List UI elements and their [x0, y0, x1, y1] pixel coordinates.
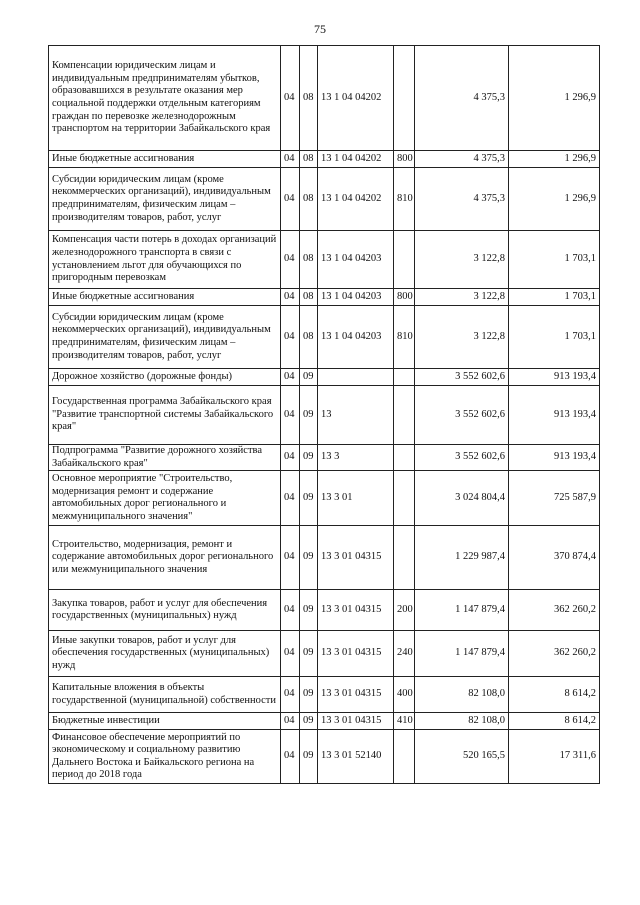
table-row: [49, 151, 600, 168]
amount-executed: 1 703,1: [509, 289, 600, 306]
table-row: [49, 168, 600, 231]
subsection-code: 09: [300, 677, 318, 713]
section-code: 04: [281, 231, 300, 289]
expense-type-code: 810: [394, 306, 415, 369]
table-row: [49, 730, 600, 784]
expense-type-code: [394, 730, 415, 784]
amount-approved: 1 147 879,4: [415, 590, 509, 631]
expense-type-code: 240: [394, 631, 415, 677]
amount-executed: 913 193,4: [509, 369, 600, 386]
amount-approved: 3 552 602,6: [415, 445, 509, 471]
table-row: [49, 471, 600, 526]
amount-executed: 1 296,9: [509, 46, 600, 151]
row-name: Компенсации юридическим лицам и индивидуальным предпринимателям убытков, образовавшихся в результате оказания мер социальной поддержки отдельным категориям граждан по перевозке железнодорожным транспортом на территории Забайкальского края: [49, 46, 281, 151]
subsection-code: 08: [300, 231, 318, 289]
amount-executed: 17 311,6: [509, 730, 600, 784]
amount-approved: 3 122,8: [415, 231, 509, 289]
table-row: [49, 677, 600, 713]
section-code: 04: [281, 386, 300, 445]
table-row: [49, 631, 600, 677]
expense-type-code: 800: [394, 151, 415, 168]
row-name: Закупка товаров, работ и услуг для обеспечения государственных (муниципальных) нужд: [49, 590, 281, 631]
amount-approved: 3 122,8: [415, 306, 509, 369]
budget-table-body: [49, 46, 600, 784]
subsection-code: 09: [300, 471, 318, 526]
row-name: Бюджетные инвестиции: [49, 713, 281, 730]
table-row: [49, 713, 600, 730]
expense-type-code: [394, 386, 415, 445]
table-row: [49, 231, 600, 289]
row-name: Основное мероприятие "Строительство, модернизация ремонт и содержание автомобильных дорог регионального и межмуниципального значения": [49, 471, 281, 526]
subsection-code: 09: [300, 369, 318, 386]
page-number: 75: [314, 22, 326, 36]
amount-executed: 913 193,4: [509, 386, 600, 445]
amount-executed: 725 587,9: [509, 471, 600, 526]
subsection-code: 09: [300, 445, 318, 471]
target-article-code: 13 1 04 04202: [318, 168, 394, 231]
table-row: [49, 590, 600, 631]
expense-type-code: 810: [394, 168, 415, 231]
amount-approved: 4 375,3: [415, 151, 509, 168]
amount-approved: 3 024 804,4: [415, 471, 509, 526]
row-name: Дорожное хозяйство (дорожные фонды): [49, 369, 281, 386]
row-name: Подпрограмма "Развитие дорожного хозяйства Забайкальского края": [49, 445, 281, 471]
amount-approved: 1 147 879,4: [415, 631, 509, 677]
expense-type-code: 410: [394, 713, 415, 730]
amount-executed: 913 193,4: [509, 445, 600, 471]
amount-approved: 520 165,5: [415, 730, 509, 784]
target-article-code: 13 3 01 04315: [318, 590, 394, 631]
section-code: 04: [281, 369, 300, 386]
section-code: 04: [281, 471, 300, 526]
subsection-code: 08: [300, 151, 318, 168]
row-name: Строительство, модернизация, ремонт и содержание автомобильных дорог регионального или межмуниципального значения: [49, 526, 281, 590]
amount-executed: 1 296,9: [509, 151, 600, 168]
section-code: 04: [281, 677, 300, 713]
amount-approved: 4 375,3: [415, 168, 509, 231]
target-article-code: 13 3 01: [318, 471, 394, 526]
subsection-code: 08: [300, 306, 318, 369]
expense-type-code: 800: [394, 289, 415, 306]
subsection-code: 09: [300, 730, 318, 784]
row-name: Субсидии юридическим лицам (кроме некоммерческих организаций), индивидуальным предпринимателям, физическим лицам – производителям товаров, работ, услуг: [49, 306, 281, 369]
section-code: 04: [281, 306, 300, 369]
section-code: 04: [281, 590, 300, 631]
amount-approved: 3 552 602,6: [415, 386, 509, 445]
subsection-code: 08: [300, 289, 318, 306]
section-code: 04: [281, 730, 300, 784]
target-article-code: 13 3 01 04315: [318, 713, 394, 730]
row-name: Компенсация части потерь в доходах организаций железнодорожного транспорта в связи с установлением льгот для обучающихся по пригородным перевозкам: [49, 231, 281, 289]
table-row: [49, 526, 600, 590]
section-code: 04: [281, 631, 300, 677]
section-code: 04: [281, 713, 300, 730]
amount-executed: 362 260,2: [509, 631, 600, 677]
expense-type-code: [394, 445, 415, 471]
target-article-code: 13: [318, 386, 394, 445]
target-article-code: [318, 369, 394, 386]
section-code: 04: [281, 151, 300, 168]
target-article-code: 13 3: [318, 445, 394, 471]
amount-executed: 8 614,2: [509, 713, 600, 730]
table-row: [49, 386, 600, 445]
subsection-code: 09: [300, 590, 318, 631]
target-article-code: 13 1 04 04203: [318, 306, 394, 369]
expense-type-code: [394, 46, 415, 151]
target-article-code: 13 1 04 04202: [318, 46, 394, 151]
amount-approved: 3 552 602,6: [415, 369, 509, 386]
section-code: 04: [281, 289, 300, 306]
amount-executed: 1 296,9: [509, 168, 600, 231]
target-article-code: 13 3 01 04315: [318, 677, 394, 713]
subsection-code: 08: [300, 46, 318, 151]
expense-type-code: [394, 526, 415, 590]
table-row: [49, 369, 600, 386]
target-article-code: 13 1 04 04202: [318, 151, 394, 168]
amount-approved: 4 375,3: [415, 46, 509, 151]
expense-type-code: 400: [394, 677, 415, 713]
row-name: Государственная программа Забайкальского края "Развитие транспортной системы Забайкальского края": [49, 386, 281, 445]
table-row: [49, 46, 600, 151]
amount-executed: 1 703,1: [509, 231, 600, 289]
section-code: 04: [281, 46, 300, 151]
expense-type-code: [394, 369, 415, 386]
target-article-code: 13 1 04 04203: [318, 289, 394, 306]
amount-approved: 3 122,8: [415, 289, 509, 306]
row-name: Иные бюджетные ассигнования: [49, 151, 281, 168]
table-row: [49, 306, 600, 369]
table-row: [49, 289, 600, 306]
target-article-code: 13 3 01 04315: [318, 631, 394, 677]
amount-approved: 82 108,0: [415, 713, 509, 730]
amount-executed: 8 614,2: [509, 677, 600, 713]
table-row: [49, 445, 600, 471]
section-code: 04: [281, 526, 300, 590]
amount-executed: 1 703,1: [509, 306, 600, 369]
expense-type-code: [394, 471, 415, 526]
amount-approved: 82 108,0: [415, 677, 509, 713]
target-article-code: 13 3 01 52140: [318, 730, 394, 784]
row-name: Иные бюджетные ассигнования: [49, 289, 281, 306]
expense-type-code: [394, 231, 415, 289]
target-article-code: 13 1 04 04203: [318, 231, 394, 289]
subsection-code: 09: [300, 526, 318, 590]
budget-table: [48, 45, 600, 784]
subsection-code: 09: [300, 631, 318, 677]
amount-executed: 362 260,2: [509, 590, 600, 631]
section-code: 04: [281, 445, 300, 471]
row-name: Финансовое обеспечение мероприятий по экономическому и социальному развитию Дальнего Востока и Байкальского региона на период до 2018 года: [49, 730, 281, 784]
row-name: Капитальные вложения в объекты государственной (муниципальной) собственности: [49, 677, 281, 713]
subsection-code: 09: [300, 386, 318, 445]
row-name: Субсидии юридическим лицам (кроме некоммерческих организаций), индивидуальным предпринимателям, физическим лицам – производителям товаров, работ, услуг: [49, 168, 281, 231]
subsection-code: 09: [300, 713, 318, 730]
target-article-code: 13 3 01 04315: [318, 526, 394, 590]
amount-approved: 1 229 987,4: [415, 526, 509, 590]
section-code: 04: [281, 168, 300, 231]
subsection-code: 08: [300, 168, 318, 231]
expense-type-code: 200: [394, 590, 415, 631]
amount-executed: 370 874,4: [509, 526, 600, 590]
row-name: Иные закупки товаров, работ и услуг для обеспечения государственных (муниципальных) нужд: [49, 631, 281, 677]
